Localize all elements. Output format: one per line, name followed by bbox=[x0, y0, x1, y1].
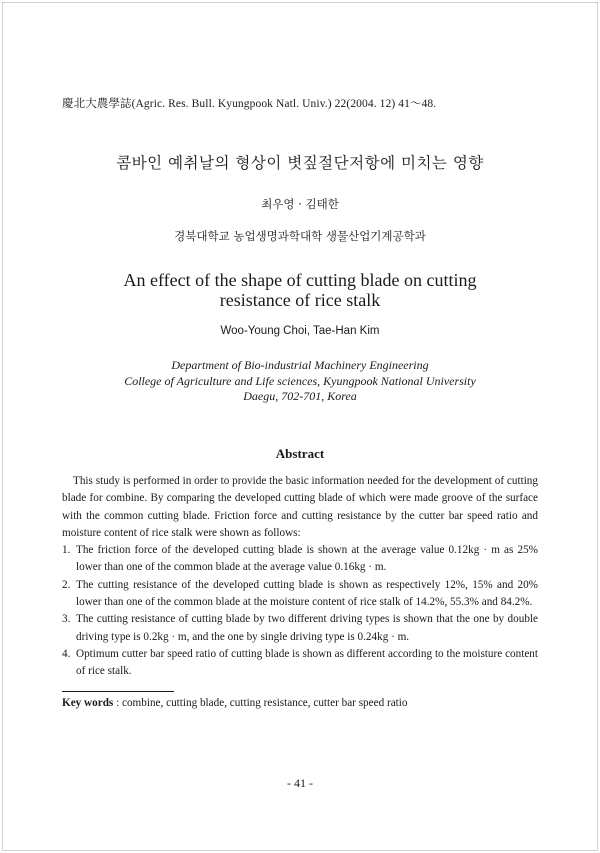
affiliation-college: College of Agriculture and Life sciences, Kyungpook National University bbox=[124, 373, 476, 388]
abstract-item bbox=[62, 542, 538, 577]
keywords bbox=[62, 697, 407, 709]
abstract-intro: This study is performed in order to provide the basic information needed for the development of cutting blade for combine. By comparing the developed cutting blade of which were made groove of the surface with the common cutting blade. Friction force and cutting resistance by the cutter bar speed ratio and moisture content of rice stalk were shown as follows: bbox=[62, 475, 538, 539]
abstract-item-text: The cutting resistance of the developed cutting blade is shown as respectively 12%, 15% and 20% lower than one of the common blade at the moisture content of rice stalk of 14.2%, 55.3% and 84.2%. bbox=[76, 578, 538, 609]
abstract-item-number: 2. bbox=[62, 578, 71, 591]
abstract-item-number: 3. bbox=[62, 613, 71, 626]
footnote-divider bbox=[62, 691, 174, 692]
english-title-line-1: An effect of the shape of cutting blade on cutting bbox=[123, 270, 477, 290]
abstract-item-number: 4. bbox=[62, 647, 71, 660]
korean-title: 콤바인 예취날의 형상이 볏짚절단저항에 미치는 영향 bbox=[116, 154, 484, 172]
abstract-item-text: Optimum cutter bar speed ratio of cutting blade is shown as different according to the moisture content of rice stalk. bbox=[76, 647, 538, 678]
english-title bbox=[0, 270, 600, 310]
korean-affiliation: 경북대학교 농업생명과학대학 생물산업기계공학과 bbox=[174, 229, 426, 243]
abstract-item bbox=[62, 611, 538, 646]
abstract-heading: Abstract bbox=[275, 446, 325, 461]
english-affiliation bbox=[0, 358, 600, 405]
affiliation-address: Daegu, 702-701, Korea bbox=[243, 389, 357, 403]
korean-authors: 최우영 · 김태한 bbox=[261, 197, 339, 211]
abstract-item-number: 1. bbox=[62, 544, 71, 557]
english-authors: Woo-Young Choi, Tae-Han Kim bbox=[220, 325, 380, 337]
abstract-item bbox=[62, 646, 538, 681]
english-title-line-2: resistance of rice stalk bbox=[219, 290, 381, 310]
abstract-body bbox=[62, 473, 538, 681]
abstract-item-text: The cutting resistance of cutting blade by two different driving types is shown that the one by double driving type is 0.2kg · m, and the one by single driving type is 0.24kg · m. bbox=[76, 613, 538, 643]
abstract-item-text: The friction force of the developed cutting blade is shown at the average value 0.12kg · m as 25% lower than one of the common blade at the average value 0.16kg · m. bbox=[76, 544, 538, 574]
abstract-item bbox=[62, 577, 538, 612]
journal-reference: 慶北大農學誌(Agric. Res. Bull. Kyungpook Natl. Univ.) 22(2004. 12) 41～48. bbox=[62, 98, 437, 110]
keywords-label: Key words bbox=[62, 697, 114, 709]
keywords-text: : combine, cutting blade, cutting resistance, cutter bar speed ratio bbox=[113, 697, 408, 709]
page-number: - 41 - bbox=[287, 776, 313, 790]
page-border bbox=[2, 2, 598, 851]
affiliation-department: Department of Bio-industrial Machinery Engineering bbox=[171, 358, 429, 372]
